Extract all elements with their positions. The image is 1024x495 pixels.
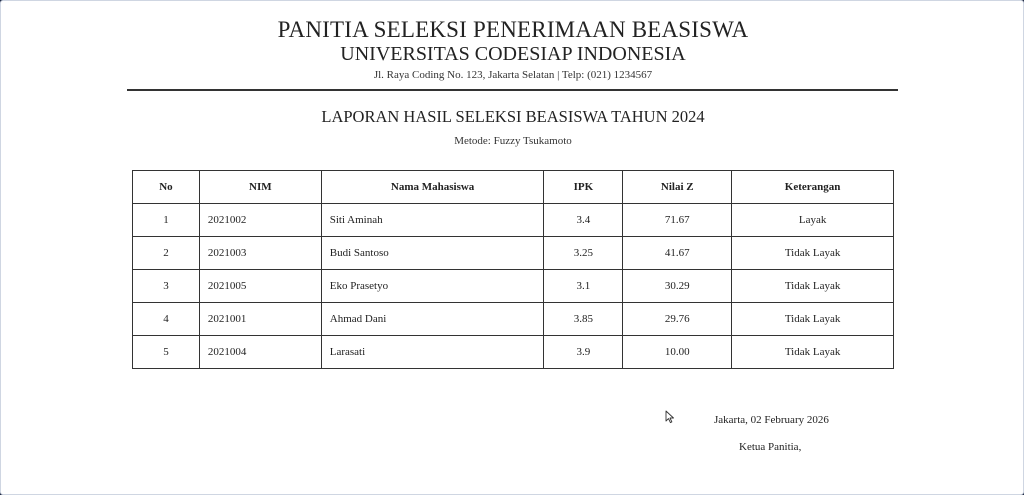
cell-keterangan: Layak bbox=[732, 204, 894, 237]
university-address: Jl. Raya Coding No. 123, Jakarta Selatan | Telp: (021) 1234567 bbox=[373, 69, 653, 81]
header-divider bbox=[127, 89, 898, 91]
cell-name: Eko Prasetyo bbox=[321, 270, 544, 303]
cell-no: 2 bbox=[133, 237, 200, 270]
cell-keterangan: Tidak Layak bbox=[732, 336, 894, 369]
cell-nim: 2021001 bbox=[199, 303, 321, 336]
cell-no: 4 bbox=[133, 303, 200, 336]
report-date: Jakarta, 02 February 2026 bbox=[714, 414, 829, 426]
cell-nilai-z: 10.00 bbox=[623, 336, 732, 369]
cell-name: Larasati bbox=[321, 336, 544, 369]
cell-nilai-z: 71.67 bbox=[623, 204, 732, 237]
table-header-row bbox=[133, 171, 894, 204]
cell-nim: 2021005 bbox=[199, 270, 321, 303]
table-row bbox=[133, 237, 894, 270]
cell-nim: 2021002 bbox=[199, 204, 321, 237]
cell-name: Ahmad Dani bbox=[321, 303, 544, 336]
cell-name: Siti Aminah bbox=[321, 204, 544, 237]
cell-name: Budi Santoso bbox=[321, 237, 544, 270]
cell-nilai-z: 29.76 bbox=[623, 303, 732, 336]
signatory-label: Ketua Panitia, bbox=[739, 441, 802, 453]
cell-nilai-z: 30.29 bbox=[623, 270, 732, 303]
cell-nilai-z: 41.67 bbox=[623, 237, 732, 270]
cell-keterangan: Tidak Layak bbox=[732, 237, 894, 270]
table-row bbox=[133, 336, 894, 369]
cell-nim: 2021003 bbox=[199, 237, 321, 270]
column-header-ipk: IPK bbox=[544, 171, 623, 204]
cell-ipk: 3.85 bbox=[544, 303, 623, 336]
cell-nim: 2021004 bbox=[199, 336, 321, 369]
university-name: UNIVERSITAS CODESIAP INDONESIA bbox=[340, 43, 686, 65]
cell-ipk: 3.9 bbox=[544, 336, 623, 369]
cell-keterangan: Tidak Layak bbox=[732, 303, 894, 336]
column-header-no: No bbox=[133, 171, 200, 204]
results-table bbox=[132, 170, 894, 369]
committee-title: PANITIA SELEKSI PENERIMAAN BEASISWA bbox=[277, 17, 749, 42]
column-header-name: Nama Mahasiswa bbox=[321, 171, 544, 204]
cell-no: 1 bbox=[133, 204, 200, 237]
column-header-nilai-z: Nilai Z bbox=[623, 171, 732, 204]
column-header-keterangan: Keterangan bbox=[732, 171, 894, 204]
table-row bbox=[133, 270, 894, 303]
cell-ipk: 3.25 bbox=[544, 237, 623, 270]
column-header-nim: NIM bbox=[199, 171, 321, 204]
cell-ipk: 3.1 bbox=[544, 270, 623, 303]
table-row bbox=[133, 204, 894, 237]
mouse-cursor-icon bbox=[665, 410, 675, 424]
report-title: LAPORAN HASIL SELEKSI BEASISWA TAHUN 2024 bbox=[321, 107, 705, 126]
report-method: Metode: Fuzzy Tsukamoto bbox=[454, 135, 572, 147]
cell-keterangan: Tidak Layak bbox=[732, 270, 894, 303]
cell-ipk: 3.4 bbox=[544, 204, 623, 237]
cell-no: 3 bbox=[133, 270, 200, 303]
table-row bbox=[133, 303, 894, 336]
cell-no: 5 bbox=[133, 336, 200, 369]
